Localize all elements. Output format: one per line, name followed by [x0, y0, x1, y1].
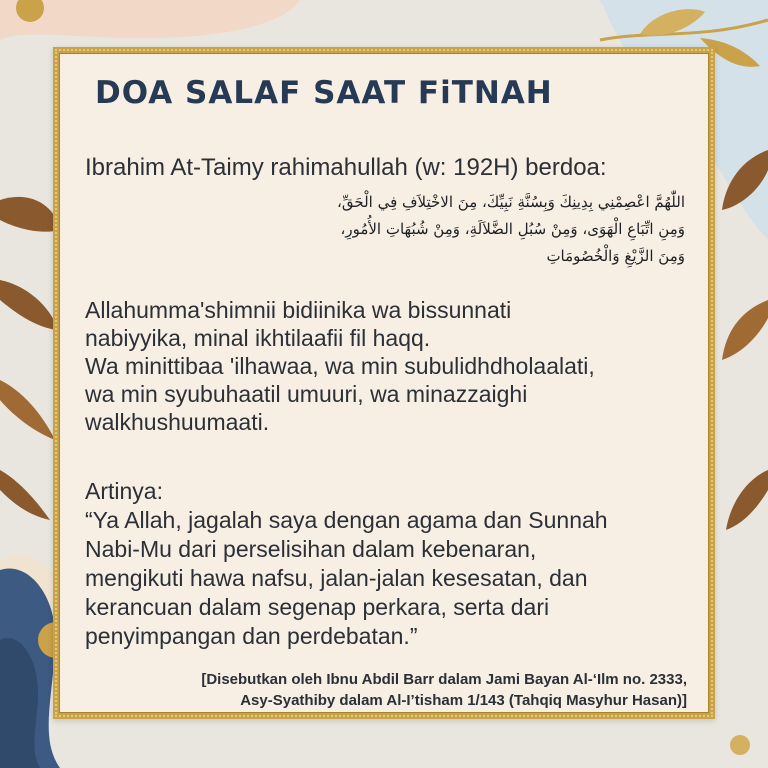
arabic-line: اللّٰهُمَّ اعْصِمْنِي بِدِينِكَ وَبِسُنَّةِ نَبِيِّكَ، مِنَ الاخْتِلاَفِ فِي الْحَقِّ،	[337, 193, 685, 211]
transliteration	[85, 296, 705, 436]
meaning-line: Nabi-Mu dari perselisihan dalam kebenaran,	[85, 536, 537, 562]
meaning-line: “Ya Allah, jagalah saya dengan agama dan Sunnah	[85, 507, 608, 533]
transliteration-line: Allahumma'shimnii bidiinika wa bissunnati	[85, 297, 512, 323]
meaning-block	[85, 477, 705, 651]
intro-line: Ibrahim At-Taimy rahimahullah (w: 192H) berdoa:	[85, 154, 607, 181]
source-line: [Disebutkan oleh Ibnu Abdil Barr dalam Jami Bayan Al-‘Ilm no. 2333,	[201, 671, 687, 688]
leaf-right-2	[722, 300, 768, 360]
arabic-line: وَمِنَ الزَّيْغِ وَالْخُصُومَاتِ	[546, 247, 685, 265]
page-title: DOA SALAF SAAT FiTNAH	[95, 75, 553, 111]
leaf-right-3	[726, 470, 768, 530]
meaning-line: mengikuti hawa nafsu, jalan-jalan kesesatan, dan	[85, 565, 588, 591]
leaf-left-3	[0, 380, 55, 440]
leaf-left-1	[0, 197, 60, 232]
arabic-prayer	[215, 189, 685, 270]
peach-patch	[0, 0, 300, 40]
source-citation	[67, 669, 687, 711]
arabic-line: وَمِنِ اتِّبَاعِ الْهَوَى، وَمِنْ سُبُلِ الضَّلاَلَةِ، وَمِنْ شُبُهَاتِ الأُمُورِ،	[340, 220, 685, 238]
transliteration-line: nabiyyika, minal ikhtilaafii fil haqq.	[85, 325, 431, 351]
transliteration-line: walkhushuumaati.	[85, 409, 270, 435]
transliteration-line: Wa minittibaa 'ilhawaa, wa min subulidhdholaalati,	[85, 353, 595, 379]
meaning-line: penyimpangan dan perdebatan.”	[85, 623, 418, 649]
leaf-left-4	[0, 470, 50, 520]
leaf-left-2	[0, 280, 58, 330]
source-line: Asy-Syathiby dalam Al-I’tisham 1/143 (Tahqiq Masyhur Hasan)]	[240, 692, 687, 709]
meaning-line: kerancuan dalam segenap perkara, serta dari	[85, 594, 550, 620]
gold-dot-small-2	[730, 735, 750, 755]
transliteration-line: wa min syubuhaatil umuuri, wa minazzaighi	[85, 381, 528, 407]
meaning-label: Artinya:	[85, 478, 163, 504]
doa-card	[53, 47, 715, 719]
